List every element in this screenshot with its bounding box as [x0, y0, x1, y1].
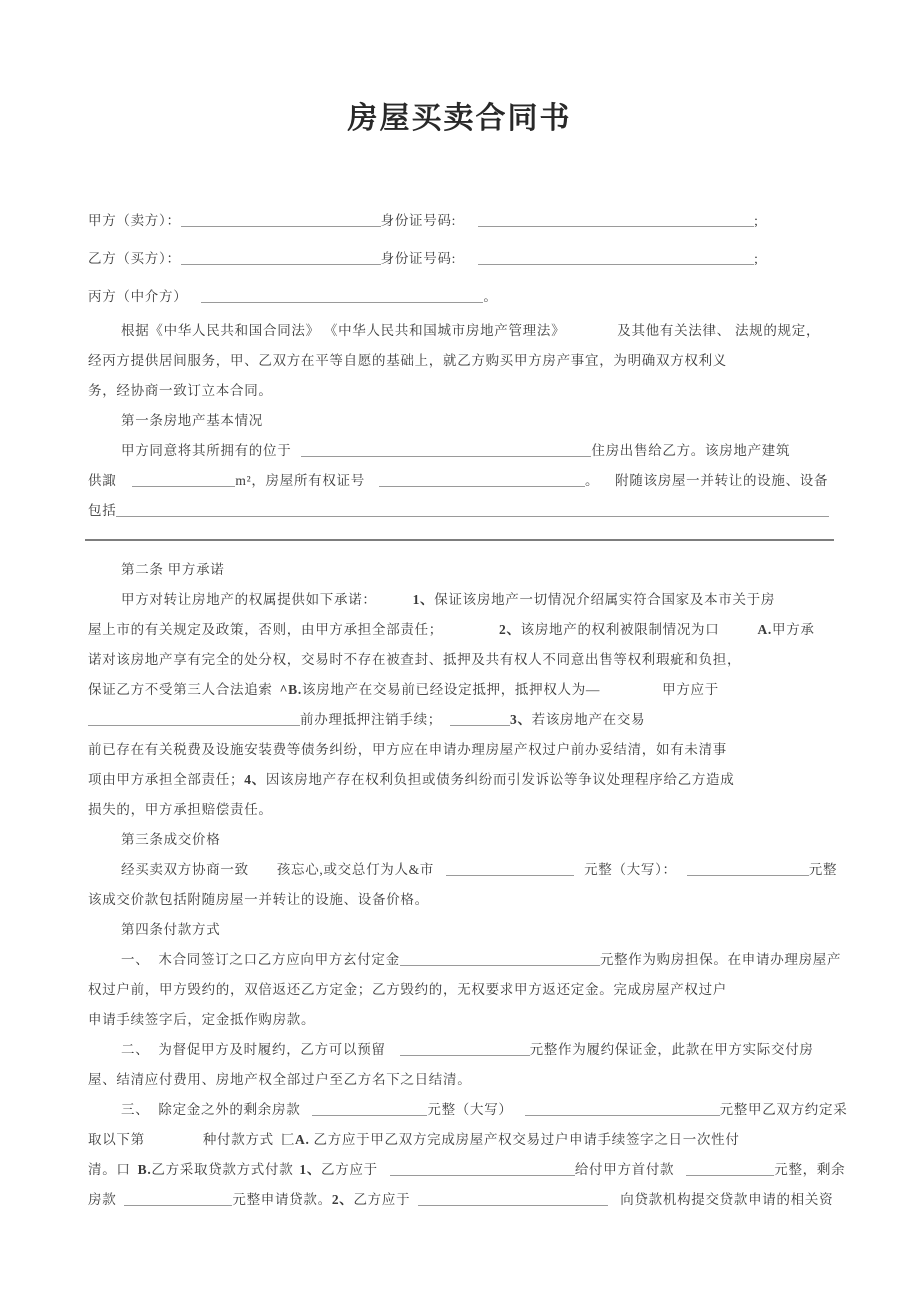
document-title: 房屋买卖合同书 [347, 102, 572, 135]
spacer [116, 484, 132, 485]
spacer [456, 262, 478, 263]
spacer [378, 1173, 390, 1174]
clause-text: 诺对该房地产享有完全的处分权，交易时不存在被查封、抵押及共有权人不同意出售等权利瑕疵和负担， [88, 652, 742, 667]
preamble-block [88, 316, 831, 406]
clause-marker: 1、 [299, 1162, 322, 1177]
preamble-line [88, 376, 831, 406]
blank-loan-apply-date[interactable] [418, 1190, 608, 1206]
clause-marker: ^B. [279, 682, 302, 697]
clause-text: 前已存在有关税费及设施安装费等债务纠纷，甲方应在申请办理房屋产权过户前办妥结清，如有未清事 [88, 742, 727, 757]
clause-text: 为督促甲方及时履约，乙方可以预留 [158, 1042, 386, 1057]
spacer [600, 693, 662, 694]
clause-text: 乙方采取贷款方式付款 [151, 1162, 294, 1177]
party-c-line [88, 278, 831, 316]
list-marker: 三、 [121, 1102, 150, 1117]
clause-text: 乙方应于 [321, 1162, 378, 1177]
contract-line [88, 466, 831, 496]
clause-text: 根据《中华人民共和国合同法》 《中华人民共和国城市房地产管理法》 [121, 323, 566, 338]
clause-text: 元整，剩余 [774, 1162, 846, 1177]
party-c-tail: 。 [483, 289, 498, 304]
party-b-id-label: 身份证号码: [380, 251, 457, 266]
clause-text: 给付甲方首付款 [574, 1162, 675, 1177]
party-a-line [88, 202, 831, 240]
list-marker: 二、 [121, 1042, 150, 1057]
clause-marker: B. [137, 1162, 152, 1177]
clause-text: 该房地产的权利被限制情况为口 [520, 622, 720, 637]
heading-text: 第二条 甲方承诺 [121, 562, 225, 577]
clause-text: 务，经协商一致订立本合同。 [88, 383, 273, 398]
party-b-line [88, 240, 831, 278]
clause-marker: A. [295, 1132, 310, 1147]
contract-line [88, 855, 838, 885]
blank-firstpay-amount[interactable] [686, 1160, 774, 1176]
blank-mortgage-cancel-date[interactable] [88, 710, 300, 726]
clause-text: 项由甲方承担全部责任； [88, 772, 245, 787]
blank-party-b-name[interactable] [181, 249, 381, 265]
page-divider-line [85, 539, 834, 541]
clause-marker: 4、 [244, 772, 266, 787]
checkbox-glyph[interactable]: 匚 [280, 1132, 296, 1147]
clause-text: 保证乙方不受第三人合法追索 [88, 682, 273, 697]
clause-marker: 2、 [499, 622, 521, 637]
blank-ownership-cert-no[interactable] [379, 471, 585, 487]
clause-text: 甲方承 [772, 622, 815, 637]
spacer [513, 1113, 525, 1114]
blank-party-c-name[interactable] [201, 287, 483, 303]
clause-text: 向贷款机构提交贷款申请的相关资 [620, 1192, 834, 1207]
party-b-label: 乙方（买方）： [88, 251, 181, 266]
clause-text: 住房出售给乙方。该房地产建筑 [591, 443, 791, 458]
party-a-tail: ; [754, 213, 759, 228]
spacer [365, 484, 379, 485]
clause-text: 种付款方式 [202, 1132, 274, 1147]
spacer [145, 1143, 203, 1144]
blank-property-location[interactable] [301, 441, 591, 457]
section-4-heading [88, 915, 831, 945]
spacer [674, 1173, 686, 1174]
clause-text: 。 [584, 473, 600, 488]
section-1-heading [88, 406, 831, 436]
section-1-property [88, 406, 831, 526]
spacer [719, 633, 757, 634]
contract-line [88, 765, 831, 795]
party-a-label: 甲方（卖方）： [88, 213, 181, 228]
clause-text: 若该房地产在交易 [531, 712, 646, 727]
clause-text: 木合同签订之口乙方应向甲方玄付定金 [158, 952, 400, 967]
clause-text: m²，房屋所有权证号 [235, 473, 365, 488]
party-b-tail: ; [754, 251, 759, 266]
blank-firstpay-date[interactable] [390, 1160, 575, 1176]
contract-line [88, 1065, 831, 1095]
clause-marker: 1、 [412, 592, 435, 607]
spacer [273, 693, 280, 694]
blank-remaining-amount[interactable] [312, 1100, 427, 1116]
blank-party-b-id[interactable] [478, 249, 754, 265]
parties-block [88, 202, 831, 316]
clause-text: 清。口 [88, 1162, 131, 1177]
clause-text: 甲方同意将其所拥有的位于 [121, 443, 292, 458]
spacer [677, 873, 687, 874]
clause-text: 损失的，甲方承担赔偿责任。 [88, 802, 273, 817]
clause-text: 包括 [88, 503, 117, 518]
contract-line [88, 1035, 831, 1065]
list-marker: 一、 [121, 952, 150, 967]
clause-text: 供諏 [88, 473, 117, 488]
spacer [574, 873, 584, 874]
spacer [131, 1173, 138, 1174]
clause-text: 元整 [808, 862, 838, 877]
contract-line [88, 1005, 831, 1035]
clause-text: 附随该房屋一并转让的设施、设备 [615, 473, 829, 488]
blank-remaining-amount-words[interactable] [525, 1100, 720, 1116]
heading-text: 第一条房地产基本情况 [121, 413, 263, 428]
clause-marker: 2、 [331, 1192, 354, 1207]
spacer [386, 1053, 400, 1054]
clause-text: 经买卖双方协商一致 [121, 862, 249, 877]
blank-included-facilities[interactable] [116, 501, 829, 517]
section-2-seller-promises [88, 555, 831, 825]
preamble-line [88, 316, 831, 346]
clause-text: 乙方应于甲乙双方完成房屋产权交易过户申请手续签字之日一次性付 [313, 1132, 740, 1147]
clause-text: 屋、结清应付费用、房地产权全部过户至乙方名下之日结清。 [88, 1072, 472, 1087]
clause-text: 申请手续签字后，定金抵作购房款。 [88, 1012, 316, 1027]
spacer [410, 1203, 418, 1204]
blank-price-amount-words[interactable] [687, 860, 809, 876]
contract-line [88, 705, 831, 735]
spacer [187, 300, 201, 301]
clause-text: 元整申请贷款。 [232, 1192, 332, 1207]
contract-line [88, 496, 831, 526]
contract-line [88, 945, 842, 975]
spacer [442, 723, 450, 724]
clause-text: 元整作为购房担保。在申请办理房屋产 [599, 952, 842, 967]
spacer [249, 873, 277, 874]
spacer [377, 603, 413, 604]
blank-retention-amount[interactable] [400, 1040, 530, 1056]
clause-text: 孩忘心,或交总仃为人&市 [276, 862, 435, 877]
contract-line [88, 975, 831, 1005]
contract-line [88, 1095, 848, 1125]
clause-text: 乙方应于 [353, 1192, 411, 1207]
clause-text: 该房地产在交易前已经设定抵押，抵押权人为— [301, 682, 601, 697]
spacer [456, 224, 478, 225]
spacer [434, 873, 446, 874]
spacer [565, 334, 617, 335]
clause-text: 元整（大写） [427, 1102, 513, 1117]
section-4-payment [88, 915, 848, 1215]
blank-clause2-short[interactable] [450, 710, 510, 726]
contract-line [88, 1125, 831, 1155]
contract-line [88, 795, 831, 825]
preamble-line [88, 346, 831, 376]
clause-text: 经丙方提供居间服务，甲、乙双方在平等自愿的基础上，就乙方购买甲方房产事宜，为明确双方权利义 [88, 353, 727, 368]
blank-party-a-name[interactable] [181, 211, 381, 227]
clause-text: 前办理抵押注销手续； [300, 712, 442, 727]
contract-line [88, 615, 831, 645]
contract-line [88, 1155, 846, 1185]
clause-text: 因该房地产存在权利负担或债务纠纷而引发诉讼等争议处理程序给乙方造成 [265, 772, 735, 787]
clause-text: 取以下第 [88, 1132, 145, 1147]
spacer [274, 1143, 281, 1144]
contract-line [88, 885, 831, 915]
contract-line [88, 735, 831, 765]
clause-text: 及其他有关法律、 法规的规定， [617, 323, 821, 338]
contract-line [88, 675, 831, 705]
clause-marker: A. [757, 622, 772, 637]
spacer [443, 633, 499, 634]
spacer [599, 484, 615, 485]
contract-line [88, 645, 831, 675]
section-3-heading [88, 825, 831, 855]
clause-text: 甲方对转让房地产的权属提供如下承诺： [121, 592, 377, 607]
clause-text: 元整（大写）： [584, 862, 677, 877]
clause-text: 屋上市的有关规定及政策，否则，由甲方承担全部责任； [88, 622, 443, 637]
spacer [291, 454, 301, 455]
blank-loan-amount[interactable] [124, 1190, 232, 1206]
spacer [608, 1203, 620, 1204]
party-c-label: 丙方（中介方） [88, 289, 188, 304]
contract-line [88, 585, 831, 615]
blank-deposit-amount[interactable] [400, 950, 600, 966]
clause-text: 元整甲乙双方约定采 [719, 1102, 848, 1117]
blank-party-a-id[interactable] [478, 211, 754, 227]
contract-line [88, 436, 831, 466]
section-3-price [88, 825, 838, 915]
clause-text: 除定金之外的剩余房款 [158, 1102, 301, 1117]
spacer [116, 1203, 124, 1204]
blank-building-area[interactable] [132, 471, 235, 487]
clause-text: 保证该房地产一切情况介绍属实符合国家及本市关于房 [434, 592, 776, 607]
clause-text: 元整作为履约保证金，此款在甲方实际交付房 [529, 1042, 814, 1057]
clause-text: 房款 [88, 1192, 117, 1207]
spacer [300, 1113, 312, 1114]
blank-price-amount[interactable] [446, 860, 574, 876]
clause-text: 权过户前，甲方毁约的，双倍返还乙方定金；乙方毁约的，无权要求甲方返还定金。完成房屋产权过户 [88, 982, 727, 997]
clause-text: 该成交价款包括附随房屋一并转让的设施、设备价格。 [88, 892, 429, 907]
heading-text: 第四条付款方式 [121, 922, 221, 937]
party-a-id-label: 身份证号码: [380, 213, 457, 228]
clause-text: 甲方应于 [662, 682, 719, 697]
clause-marker: 3、 [510, 712, 532, 727]
section-2-heading [88, 555, 831, 585]
heading-text: 第三条成交价格 [121, 832, 221, 847]
contract-line [88, 1185, 834, 1215]
